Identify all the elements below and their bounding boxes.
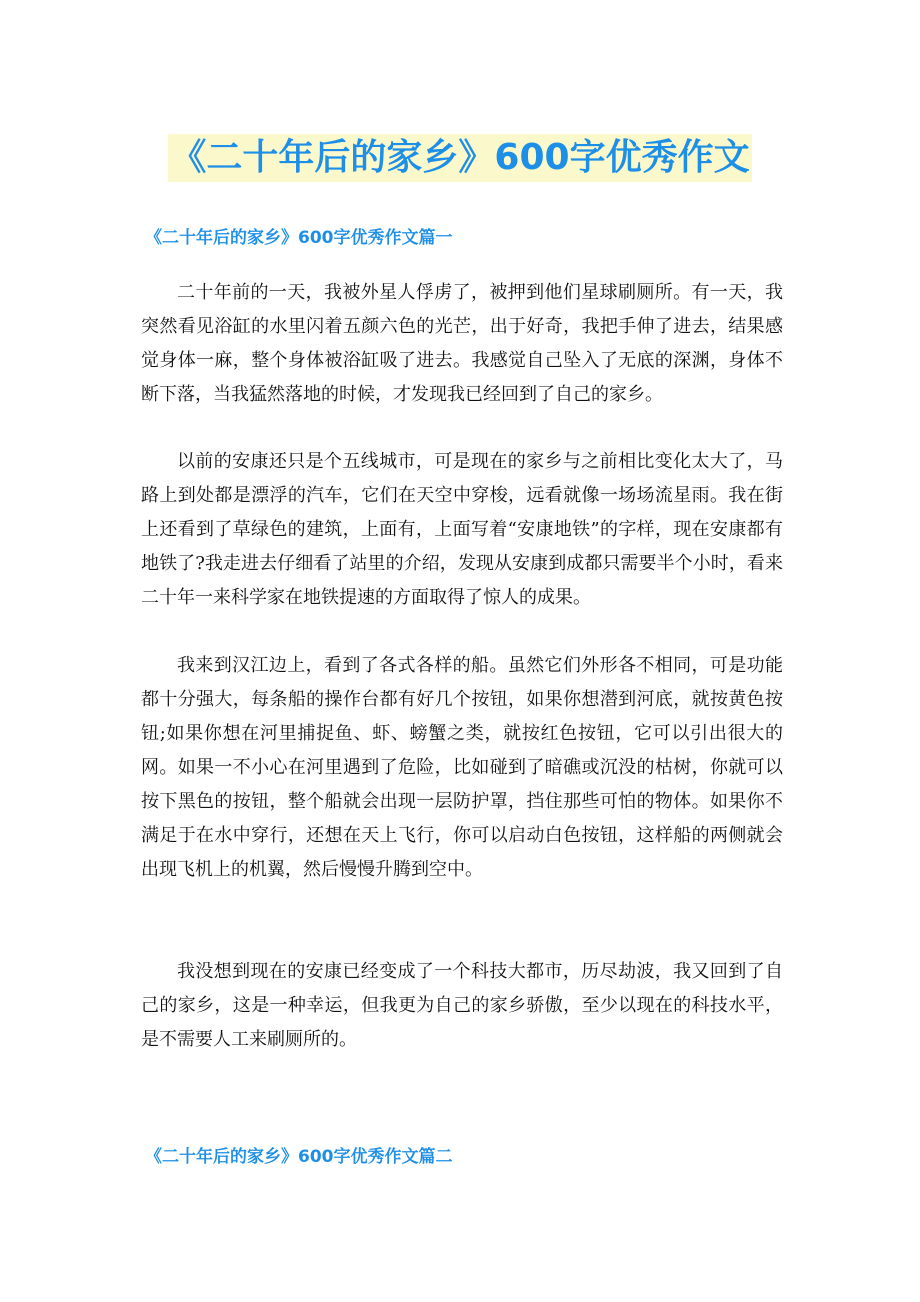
document-title: 《二十年后的家乡》600字优秀作文: [168, 134, 751, 182]
paragraph-4: 我没想到现在的安康已经变成了一个科技大都市，历尽劫波，我又回到了自己的家乡，这是一种幸运，但我更为自己的家乡骄傲，至少以现在的科技水平，是不需要人工来刷厕所的。: [141, 961, 783, 1050]
paragraph-1: 二十年前的一天，我被外星人俘虏了，被押到他们星球刷厕所。有一天，我突然看见浴缸的水里闪着五颜六色的光芒，出于好奇，我把手伸了进去，结果感觉身体一麻，整个身体被浴缸吸了进去。我感觉自己坠入了无底的深渊，身体不断下落，当我猛然落地的时候，才发现我已经回到了自己的家乡。: [141, 282, 783, 405]
paragraph-2: 以前的安康还只是个五线城市，可是现在的家乡与之前相比变化太大了，马路上到处都是漂浮的汽车，它们在天空中穿梭，远看就像一场场流星雨。我在街上还看到了草绿色的建筑，上面有，上面写着“安康地铁”的字样，现在安康都有地铁了?我走进去仔细看了站里的介绍，发现从安康到成都只需要半个小时，看来二十年一来科学家在地铁提速的方面取得了惊人的成果。: [141, 451, 783, 608]
section-heading-2: 《二十年后的家乡》600字优秀作文篇二: [145, 1147, 453, 1167]
section-heading-1: 《二十年后的家乡》600字优秀作文篇一: [145, 228, 453, 248]
paragraph-3: 我来到汉江边上，看到了各式各样的船。虽然它们外形各不相同，可是功能都十分强大，每条船的操作台都有好几个按钮，如果你想潜到河底，就按黄色按钮;如果你想在河里捕捉鱼、虾、螃蟹之类，就按红色按钮，它可以引出很大的网。如果一不小心在河里遇到了危险，比如碰到了暗礁或沉没的枯树，你就可以按下黑色的按钮，整个船就会出现一层防护罩，挡住那些可怕的物体。如果你不满足于在水中穿行，还想在天上飞行，你可以启动白色按钮，这样船的两侧就会出现飞机上的机翼，然后慢慢升腾到空中。: [141, 655, 783, 880]
title-container: [0, 134, 920, 182]
